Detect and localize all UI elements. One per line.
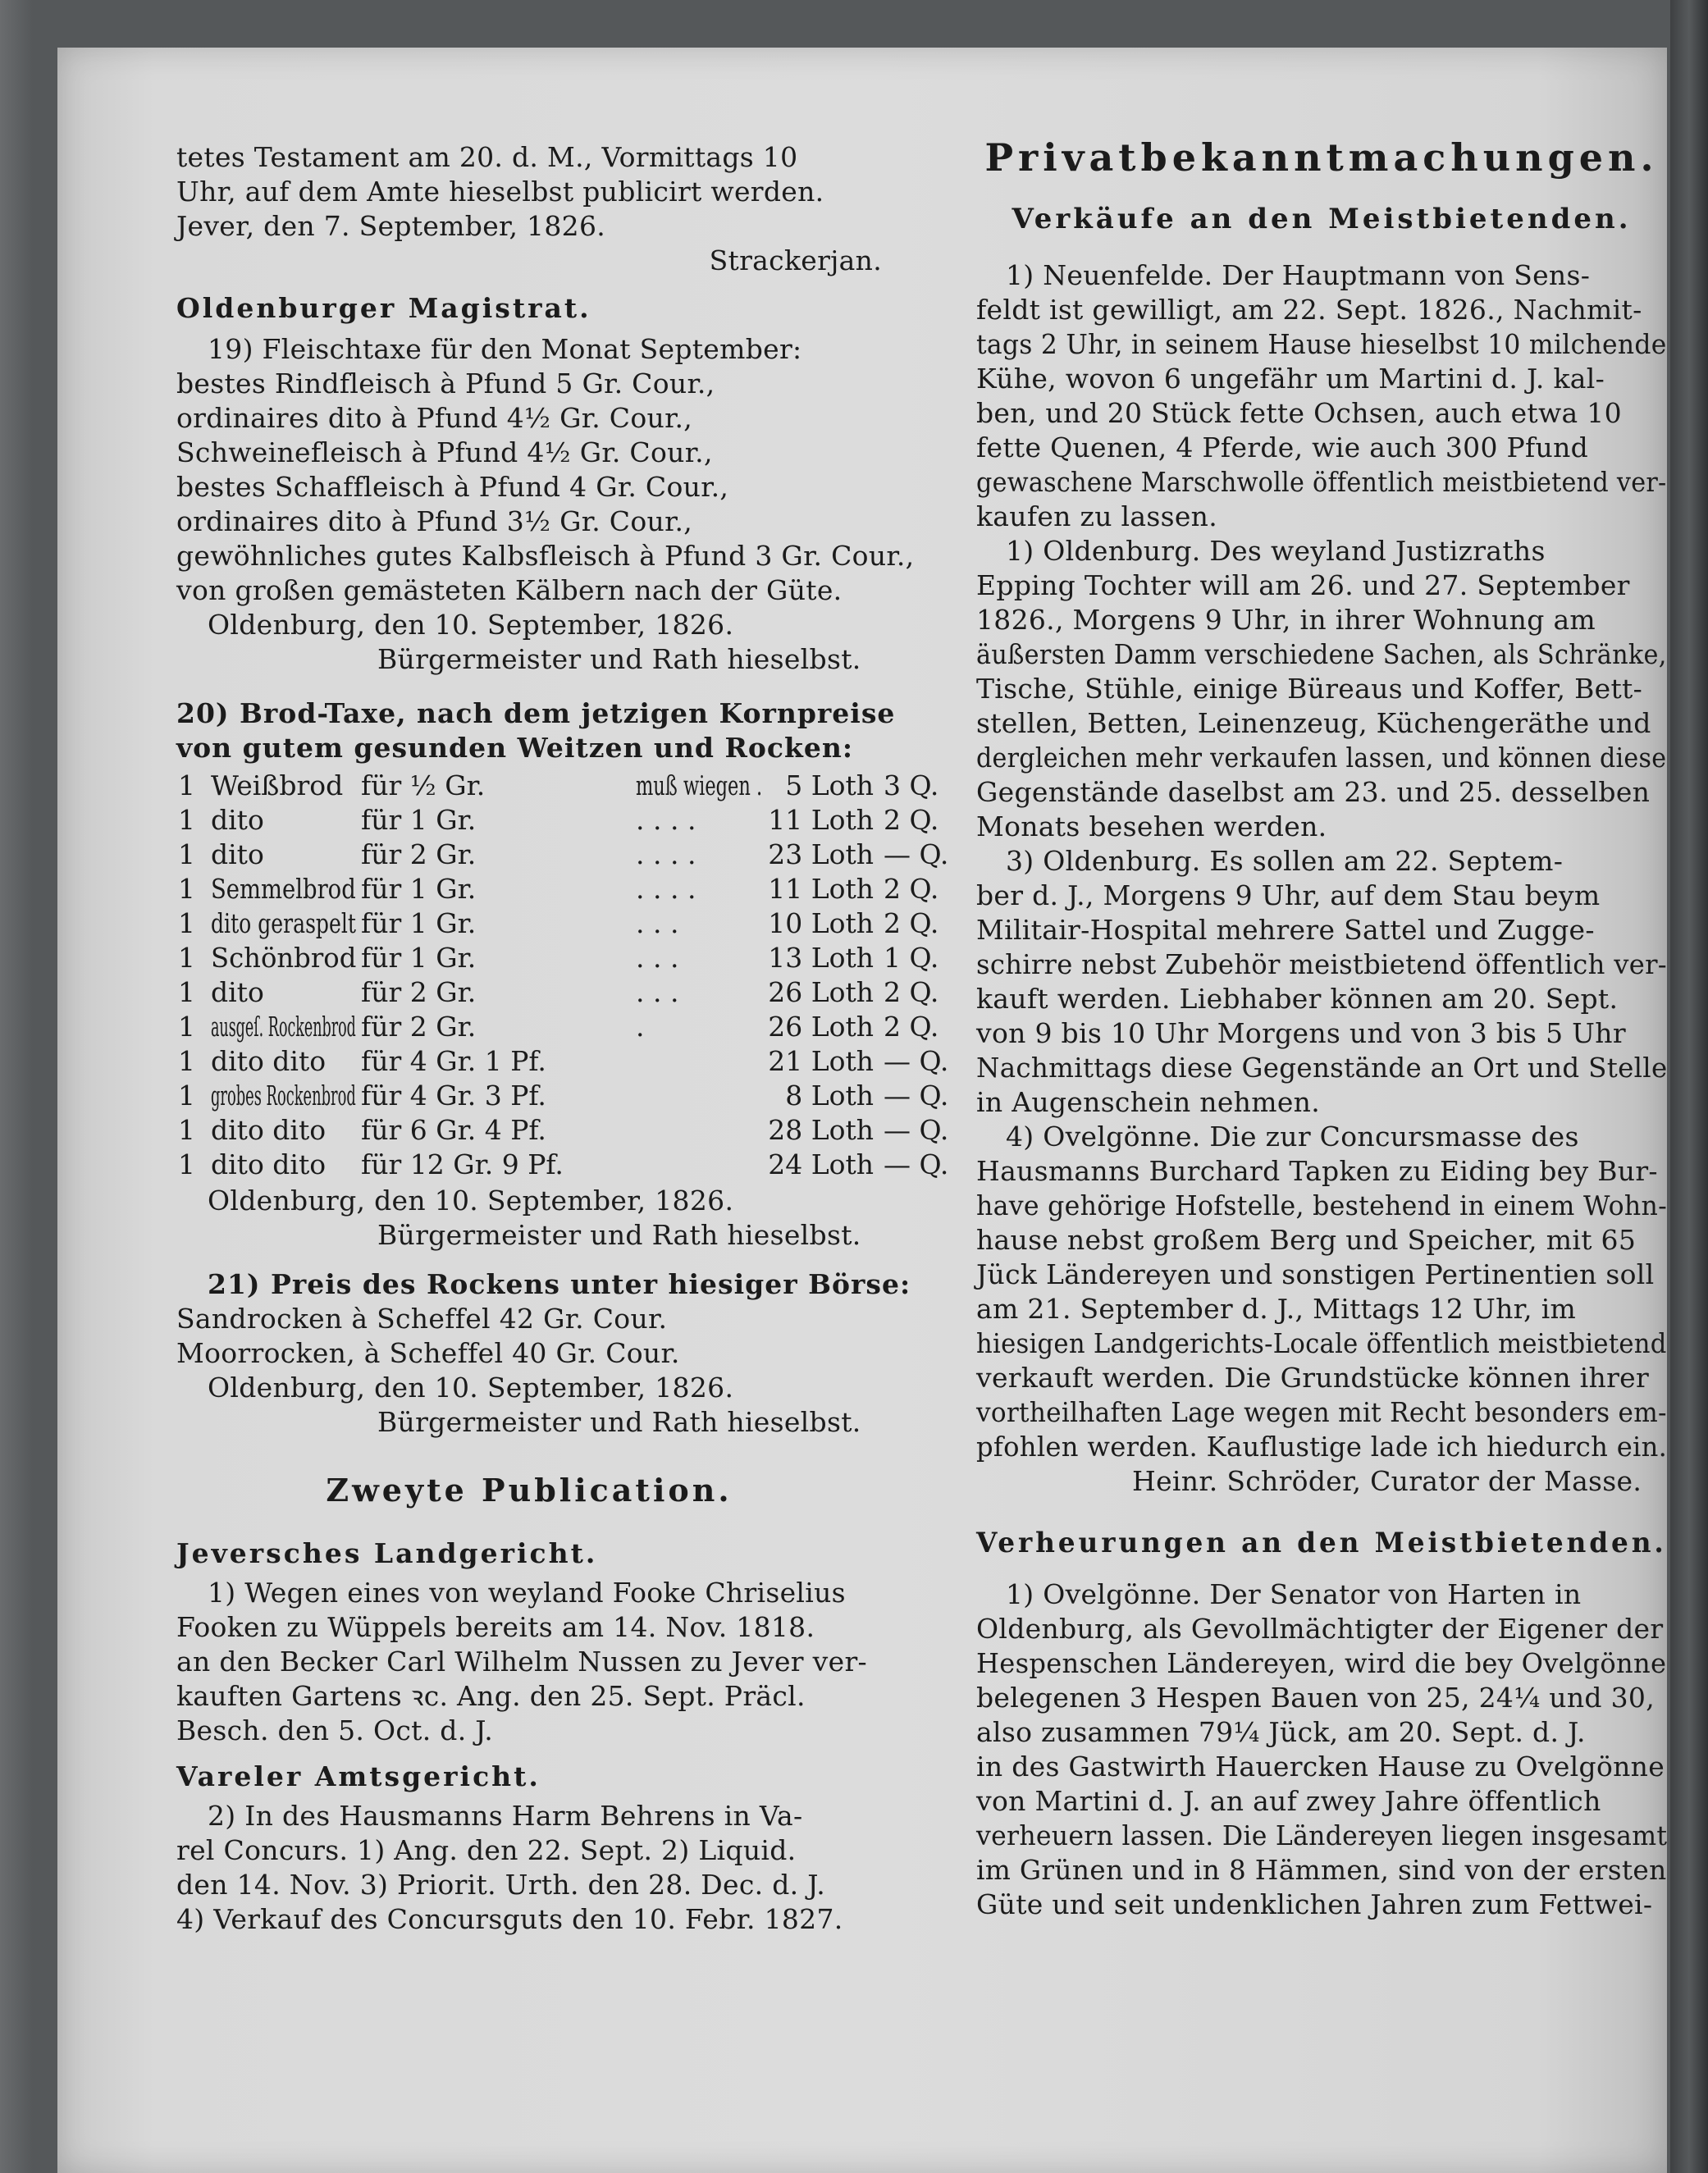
table-cell-name: dito (211, 838, 264, 870)
text-line: Oldenburg, als Gevollmächtigter der Eigener der (976, 1613, 1664, 1645)
text-line: Gegenstände daselbst am 23. und 25. desselben (976, 776, 1651, 808)
text-line: Güte und seit undenklichen Jahren zum Fettwei- (976, 1888, 1653, 1920)
text-line: den 14. Nov. 3) Priorit. Urth. den 28. Dec. d. J. (176, 1869, 826, 1901)
table-cell-loth: 10 Loth (768, 907, 874, 939)
table-cell-n: 1 (178, 769, 195, 801)
dateline: Oldenburg, den 10. September, 1826. (208, 609, 734, 641)
text-line: bestes Schaffleisch à Pfund 4 Gr. Cour., (176, 471, 729, 503)
text-line: Hespenschen Ländereyen, wird die bey Ovelgönne (976, 1647, 1667, 1679)
section-heading: Oldenburger Magistrat. (176, 292, 591, 324)
table-row (176, 838, 952, 871)
table-cell-loth: 24 Loth (768, 1148, 874, 1180)
text-line: hause nebst großem Berg und Speicher, mit 65 (976, 1224, 1637, 1256)
table-cell-n: 1 (178, 976, 195, 1008)
text-line: von gutem gesunden Weitzen und Rocken: (176, 732, 854, 764)
text-line: fette Quenen, 4 Pferde, wie auch 300 Pfund (976, 431, 1589, 463)
text-line: kaufen zu lassen. (976, 500, 1218, 532)
table-cell-n: 1 (178, 1011, 195, 1043)
text-line: 4) Verkauf des Concursguts den 10. Febr. 1827. (176, 1903, 843, 1935)
table-cell-loth: 26 Loth (768, 976, 874, 1008)
text-line: Monats besehen werden. (976, 810, 1327, 842)
text-line: schirre nebst Zubehör meistbietend öffentlich ver- (976, 948, 1668, 980)
table-cell-name: dito dito (211, 1045, 327, 1077)
table-cell-fuer: für 1 Gr. (361, 804, 477, 836)
table-cell-name: dito (211, 804, 264, 836)
text-line: dergleichen mehr verkaufen lassen, und können diese (976, 742, 1667, 774)
text-line: 1) Ovelgönne. Der Senator von Harten in (1006, 1578, 1582, 1610)
dateline: Jever, den 7. September, 1826. (176, 210, 606, 242)
section-heading: Vareler Amtsgericht. (176, 1760, 541, 1792)
table-cell-name: dito (211, 976, 264, 1008)
table-cell-n: 1 (178, 838, 195, 870)
text-line: Schweinefleisch à Pfund 4½ Gr. Cour., (176, 436, 713, 468)
table-cell-fuer: für 1 Gr. (361, 907, 477, 939)
signature: Bürgermeister und Rath hieselbst. (377, 643, 861, 675)
text-line: Hausmanns Burchard Tapken zu Eiding bey Bur- (976, 1155, 1658, 1187)
table-cell-q: — Q. (884, 1080, 949, 1112)
text-line: vortheilhaften Lage wegen mit Recht besonders em- (976, 1396, 1667, 1428)
text-line: Fooken zu Wüppels bereits am 14. Nov. 1818. (176, 1611, 815, 1643)
table-cell-loth: 11 Loth (768, 873, 874, 905)
text-line: von großen gemästeten Kälbern nach der Güte. (176, 574, 843, 606)
table-cell-name: dito dito (211, 1114, 327, 1146)
table-cell-q: 2 Q. (884, 1011, 939, 1043)
text-line: Besch. den 5. Oct. d. J. (176, 1714, 494, 1746)
text-line: 1) Neuenfelde. Der Hauptmann von Sens- (1006, 259, 1591, 291)
table-cell-fuer: für 4 Gr. 3 Pf. (361, 1080, 546, 1112)
table-row (176, 942, 952, 975)
text-line: 2) In des Hausmanns Harm Behrens in Va- (208, 1800, 803, 1832)
table-cell-fuer: für 4 Gr. 1 Pf. (361, 1045, 546, 1077)
table-cell-q: 1 Q. (884, 942, 939, 974)
table-cell-fuer: für 2 Gr. (361, 976, 477, 1008)
text-line: ordinaires dito à Pfund 3½ Gr. Cour., (176, 505, 693, 537)
section-heading: Jeversches Landgericht. (176, 1537, 598, 1569)
table-cell-loth: 23 Loth (768, 838, 874, 870)
text-line: in Augenschein nehmen. (976, 1086, 1320, 1118)
table-cell-fuer: für 2 Gr. (361, 1011, 477, 1043)
table-cell-name: Weißbrod (211, 769, 344, 801)
table-row (176, 769, 952, 802)
table-cell-loth: 28 Loth (768, 1114, 874, 1146)
table-cell-n: 1 (178, 1114, 195, 1146)
table-cell-loth: 8 Loth (785, 1080, 874, 1112)
text-line: Moorrocken, à Scheffel 40 Gr. Cour. (176, 1337, 680, 1369)
table-row (176, 1011, 952, 1043)
table-cell-loth: 26 Loth (768, 1011, 874, 1043)
table-cell-loth: 11 Loth (768, 804, 874, 836)
table-row (176, 873, 952, 906)
text-line: im Grünen und in 8 Hämmen, sind von der ersten (976, 1854, 1667, 1886)
book-spine (1670, 0, 1708, 2173)
text-line: ber d. J., Morgens 9 Uhr, auf dem Stau beym (976, 879, 1601, 911)
section-title: Verheurungen an den Meistbietenden. (976, 1527, 1667, 1559)
table-cell-lead: . (636, 1011, 645, 1043)
table-cell-name: Schönbrod (211, 942, 357, 974)
table-cell-q: 2 Q. (884, 873, 939, 905)
text-line: von 9 bis 10 Uhr Morgens und von 3 bis 5 Uhr (976, 1017, 1626, 1049)
text-line: tetes Testament am 20. d. M., Vormittags 10 (176, 141, 798, 173)
dateline: Oldenburg, den 10. September, 1826. (208, 1372, 734, 1404)
text-line: rel Concurs. 1) Ang. den 22. Sept. 2) Liquid. (176, 1834, 797, 1866)
text-line: gewöhnliches gutes Kalbsfleisch à Pfund 3 Gr. Cour., (176, 540, 915, 572)
text-line: ordinaires dito à Pfund 4½ Gr. Cour., (176, 402, 693, 434)
table-cell-fuer: für 1 Gr. (361, 873, 477, 905)
text-line: 3) Oldenburg. Es sollen am 22. Septem- (1006, 845, 1564, 877)
table-cell-q: 2 Q. (884, 976, 939, 1008)
text-line: bestes Rindfleisch à Pfund 5 Gr. Cour., (176, 367, 715, 399)
table-row (176, 1148, 952, 1181)
text-line: Jück Ländereyen und sonstigen Pertinentien soll (976, 1258, 1655, 1290)
section-title: Verkäufe an den Meistbietenden. (1012, 203, 1632, 235)
table-cell-name: dito dito (211, 1148, 327, 1180)
text-line: 4) Ovelgönne. Die zur Concursmasse des (1006, 1121, 1579, 1153)
text-line: 1826., Morgens 9 Uhr, in ihrer Wohnung am (976, 604, 1596, 636)
text-line: 20) Brod-Taxe, nach dem jetzigen Kornpreise (176, 697, 896, 729)
text-line: Tische, Stühle, einige Büreaus und Koffer, Bett- (976, 673, 1643, 705)
table-cell-fuer: für 12 Gr. 9 Pf. (361, 1148, 564, 1180)
table-row (176, 1114, 952, 1147)
table-cell-lead: . . . (636, 907, 679, 939)
page-section-title: Privatbekanntmachungen. (984, 135, 1659, 180)
signature: Bürgermeister und Rath hieselbst. (377, 1406, 861, 1438)
text-line: also zusammen 79¼ Jück, am 20. Sept. d. J. (976, 1716, 1586, 1748)
text-line: hiesigen Landgerichts-Locale öffentlich meistbietend (976, 1327, 1667, 1359)
table-cell-lead: . . . . (636, 838, 696, 870)
table-cell-q: 2 Q. (884, 804, 939, 836)
text-line: 1) Wegen eines von weyland Fooke Chriselius (208, 1577, 846, 1609)
text-line: 21) Preis des Rockens unter hiesiger Börse: (208, 1268, 911, 1300)
text-line: have gehörige Hofstelle, bestehend in einem Wohn- (976, 1189, 1668, 1221)
text-line: von Martini d. J. an auf zwey Jahre öffentlich (976, 1785, 1601, 1817)
table-cell-name: dito geraspelt (211, 907, 356, 939)
text-line: Nachmittags diese Gegenstände an Ort und Stelle (976, 1052, 1668, 1084)
table-cell-loth: 21 Loth (768, 1045, 874, 1077)
table-cell-lead: muß wiegen . (636, 769, 763, 801)
table-row (176, 907, 952, 940)
text-line: an den Becker Carl Wilhelm Nussen zu Jever ver- (176, 1646, 867, 1678)
text-line: stellen, Betten, Leinenzeug, Küchengeräthe und (976, 707, 1651, 739)
table-cell-n: 1 (178, 1080, 195, 1112)
table-cell-loth: 13 Loth (768, 942, 874, 974)
text-line: äußersten Damm verschiedene Sachen, als Schränke, (976, 638, 1667, 670)
table-cell-name: Semmelbrod (211, 873, 356, 905)
table-cell-n: 1 (178, 942, 195, 974)
table-cell-n: 1 (178, 804, 195, 836)
text-line: belegenen 3 Hespen Bauen von 25, 24¼ und 30, (976, 1682, 1655, 1714)
text-line: feldt ist gewilligt, am 22. Sept. 1826., Nachmit- (976, 294, 1642, 326)
text-line: ben, und 20 Stück fette Ochsen, auch etwa 10 (976, 397, 1622, 429)
table-cell-q: — Q. (884, 1148, 949, 1180)
table-cell-lead: . . . (636, 942, 679, 974)
section-title: Zweyte Publication. (326, 1472, 733, 1509)
table-row (176, 976, 952, 1009)
dateline: Oldenburg, den 10. September, 1826. (208, 1185, 734, 1217)
table-cell-q: — Q. (884, 838, 949, 870)
table-cell-fuer: für 2 Gr. (361, 838, 477, 870)
table-cell-q: — Q. (884, 1114, 949, 1146)
signature: Heinr. Schröder, Curator der Masse. (1132, 1465, 1642, 1497)
text-line: kauften Gartens ꝛc. Ang. den 25. Sept. Präcl. (176, 1680, 806, 1712)
table-cell-lead: . . . . (636, 873, 696, 905)
text-line: Sandrocken à Scheffel 42 Gr. Cour. (176, 1303, 668, 1335)
text-line: kauft werden. Liebhaber können am 20. Sept. (976, 983, 1619, 1015)
text-line: in des Gastwirth Hauercken Hause zu Ovelgönne (976, 1751, 1665, 1783)
signature: Strackerjan. (709, 244, 882, 276)
table-row (176, 1045, 952, 1078)
table-cell-n: 1 (178, 907, 195, 939)
table-row (176, 1080, 952, 1112)
table-cell-name: ausgeſ. Rockenbrod (211, 1011, 356, 1043)
table-cell-q: 2 Q. (884, 907, 939, 939)
table-cell-q: — Q. (884, 1045, 949, 1077)
table-cell-q: 3 Q. (884, 769, 939, 801)
table-cell-n: 1 (178, 1045, 195, 1077)
text-line: am 21. September d. J., Mittags 12 Uhr, im (976, 1293, 1577, 1325)
text-line: Epping Tochter will am 26. und 27. September (976, 569, 1630, 601)
text-line: pfohlen werden. Kauflustige lade ich hiedurch ein. (976, 1431, 1668, 1463)
table-cell-lead: . . . (636, 976, 679, 1008)
table-cell-fuer: für ½ Gr. (361, 769, 486, 801)
table-row (176, 804, 952, 837)
table-cell-name: grobes Rockenbrod (211, 1080, 356, 1112)
text-line: tags 2 Uhr, in seinem Hause hieselbst 10 milchende (976, 328, 1667, 360)
text-line: verkauft werden. Die Grundstücke können ihrer (976, 1362, 1650, 1394)
text-line: Kühe, wovon 6 ungefähr um Martini d. J. kal- (976, 363, 1605, 395)
text-line: verheuern lassen. Die Ländereyen liegen insgesamt (976, 1819, 1668, 1851)
text-line: 1) Oldenburg. Des weyland Justizraths (1006, 535, 1546, 567)
table-cell-fuer: für 1 Gr. (361, 942, 477, 974)
text-line: Militair-Hospital mehrere Sattel und Zugge- (976, 914, 1595, 946)
table-cell-loth: 5 Loth (785, 769, 874, 801)
text-line: Uhr, auf dem Amte hieselbst publicirt werden. (176, 176, 824, 208)
text-line: 19) Fleischtaxe für den Monat September: (208, 333, 802, 365)
text-line: gewaschene Marschwolle öffentlich meistbietend ver- (976, 466, 1667, 498)
table-cell-lead: . . . . (636, 804, 696, 836)
signature: Bürgermeister und Rath hieselbst. (377, 1219, 861, 1251)
table-cell-n: 1 (178, 873, 195, 905)
table-cell-fuer: für 6 Gr. 4 Pf. (361, 1114, 546, 1146)
table-cell-n: 1 (178, 1148, 195, 1180)
